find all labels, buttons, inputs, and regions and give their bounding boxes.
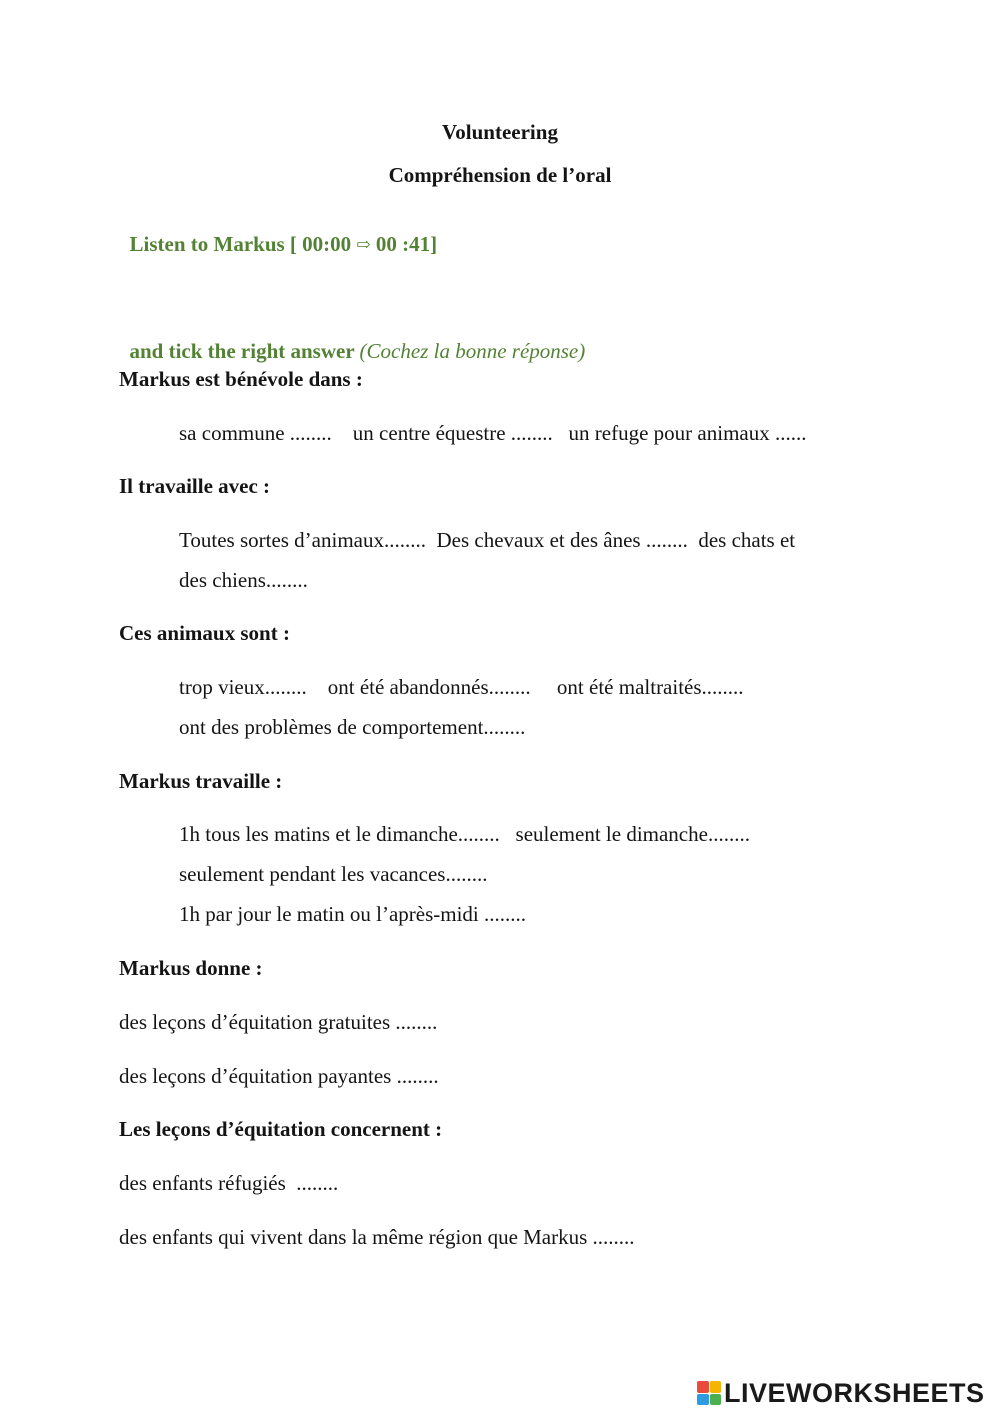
question-1-options[interactable]: sa commune ........ un centre équestre ........ un refuge pour animaux ......: [179, 421, 807, 445]
brand-name: LIVEWORKSHEETS: [724, 1377, 985, 1408]
question-2-options-line-1[interactable]: Toutes sortes d’animaux........ Des chevaux et des ânes ........ des chats et: [179, 528, 796, 552]
question-3-options-line-1[interactable]: trop vieux........ ont été abandonnés........ ont été maltraités........: [179, 675, 744, 699]
question-5-option-2[interactable]: des leçons d’équitation payantes ........: [119, 1064, 439, 1088]
question-6-label: Les leçons d’équitation concernent :: [119, 1117, 443, 1141]
tick-instruction: [119, 312, 585, 364]
question-2-label: Il travaille avec :: [119, 474, 271, 498]
question-5-option-1[interactable]: des leçons d’équitation gratuites ........: [119, 1010, 438, 1034]
tick-note: (Cochez la bonne réponse): [359, 339, 586, 363]
question-6-option-2[interactable]: des enfants qui vivent dans la même région que Markus ........: [119, 1225, 635, 1249]
question-5-label: Markus donne :: [119, 956, 263, 980]
question-4-options-line-3[interactable]: 1h par jour le matin ou l’après-midi ........: [179, 902, 527, 926]
question-3-label: Ces animaux sont :: [119, 621, 290, 645]
question-6-option-1[interactable]: des enfants réfugiés ........: [119, 1171, 339, 1195]
listen-suffix: 00 :41]: [370, 232, 438, 256]
question-4-label: Markus travaille :: [119, 769, 283, 793]
tick-main: and tick the right answer: [129, 339, 360, 363]
liveworksheets-logo: [697, 1378, 985, 1408]
question-1-label: Markus est bénévole dans :: [119, 367, 363, 391]
listen-instruction: [119, 205, 437, 259]
arrow-right-icon: ⇨: [356, 235, 371, 254]
logo-block: [697, 1381, 709, 1393]
logo-block: [710, 1381, 722, 1393]
page-title: Volunteering: [442, 120, 558, 144]
page-subtitle: Compréhension de l’oral: [388, 163, 612, 187]
question-2-options-line-2[interactable]: des chiens........: [179, 568, 308, 592]
logo-block: [710, 1394, 722, 1406]
question-4-options-line-1[interactable]: 1h tous les matins et le dimanche........ seulement le dimanche........: [179, 822, 750, 846]
listen-prefix: Listen to Markus [ 00:00: [129, 232, 357, 256]
question-4-options-line-2[interactable]: seulement pendant les vacances........: [179, 862, 488, 886]
question-3-options-line-2[interactable]: ont des problèmes de comportement........: [179, 715, 526, 739]
logo-block: [697, 1394, 709, 1406]
logo-blocks-icon: [697, 1381, 721, 1405]
